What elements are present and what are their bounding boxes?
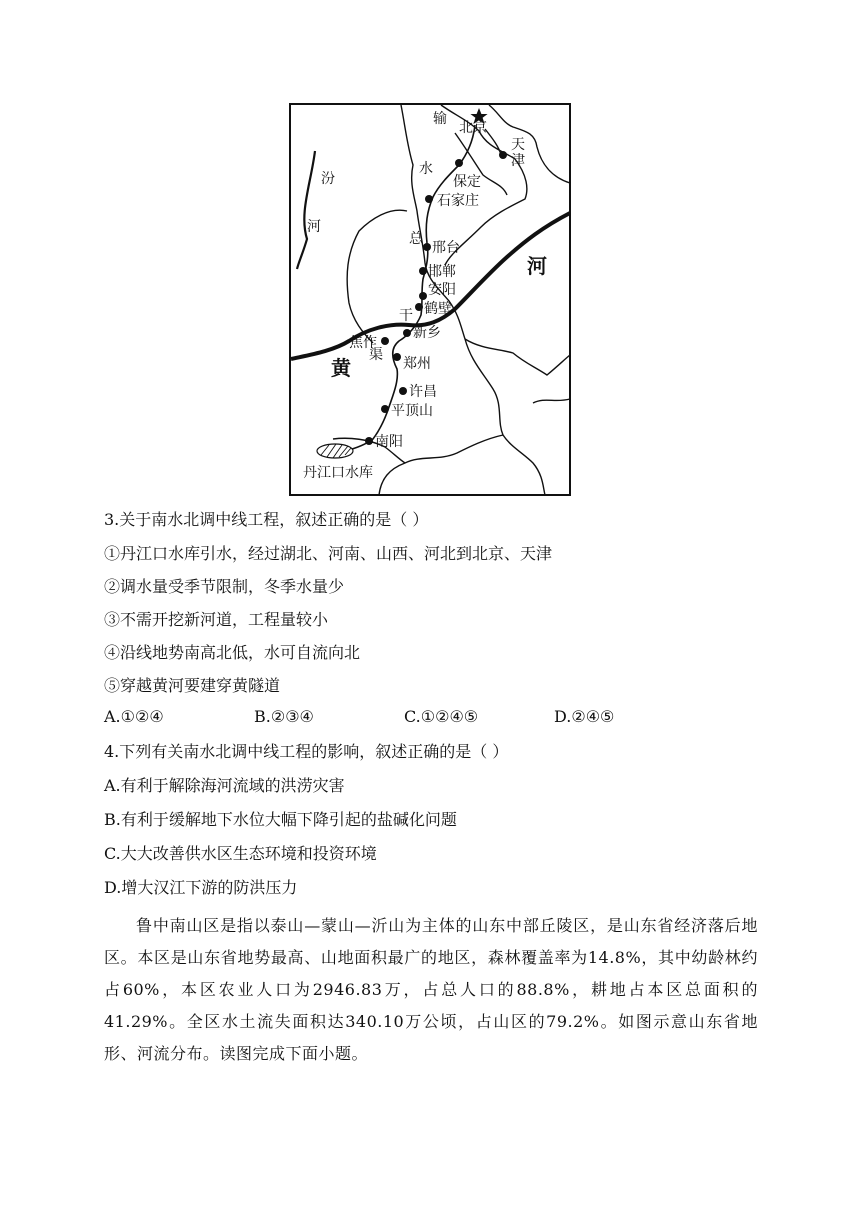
q3-options [104, 707, 744, 731]
canal-route-map [289, 103, 571, 496]
label-xuchang: 许昌 [409, 384, 437, 400]
handan-dot [419, 267, 427, 275]
label-hebi: 鹤壁 [424, 301, 452, 317]
map-svg [289, 103, 571, 496]
xingtai-dot [423, 243, 431, 251]
label-jiaozuo: 焦作 [349, 335, 377, 351]
q3-option-d: D.②④⑤ [554, 707, 615, 726]
shijiazhuang-dot [425, 195, 433, 203]
q3-option-a: A.①②④ [104, 707, 164, 726]
xuchang-dot [399, 387, 407, 395]
baoding-dot [455, 159, 463, 167]
label-xinxiang: 新乡 [413, 325, 441, 341]
q4-option-c: C.大大改善供水区生态环境和投资环境 [104, 844, 377, 863]
label-danjiangkou: 丹江口水库 [303, 465, 373, 481]
q3-item-2: ②调水量受季节限制，冬季水量少 [104, 577, 345, 596]
label-xingtai: 邢台 [432, 240, 460, 256]
anyang-dot [419, 292, 427, 300]
label-gan: 干 [399, 308, 413, 324]
label-shui: 水 [419, 161, 433, 177]
label-baoding: 保定 [453, 174, 481, 190]
label-shijiazhuang: 石家庄 [437, 193, 479, 209]
label-huang: 黄 [331, 356, 351, 380]
q4-option-b: B.有利于缓解地下水位大幅下降引起的盐碱化问题 [104, 810, 457, 829]
label-nanyang: 南阳 [375, 434, 403, 450]
label-fen-he: 河 [307, 219, 321, 235]
label-qu: 渠 [369, 347, 383, 363]
label-jin: 津 [511, 153, 525, 169]
passage-text: 鲁中南山区是指以泰山—蒙山—沂山为主体的山东中部丘陵区，是山东省经济落后地区。本区是山东省地势最高、山地面积最广的地区，森林覆盖率为14.8%，其中幼龄林约占60%，本区农业人口为2946.83万，占总人口的88.8%，耕地占本区总面积的41.29%。全区水土流失面积达340.10万公顷，占山区的79.2%。如图示意山东省地形、河流分布。读图完成下面小题。 [104, 916, 758, 1063]
pingdingshan-dot [381, 405, 389, 413]
nanyang-dot [365, 437, 373, 445]
q4-option-d: D.增大汉江下游的防洪压力 [104, 878, 298, 897]
zhengzhou-dot [393, 353, 401, 361]
q3-option-c: C.①②④⑤ [404, 707, 479, 726]
label-anyang: 安阳 [428, 282, 456, 298]
q3-option-b: B.②③④ [254, 707, 314, 726]
label-beijing: 北京 [459, 120, 487, 136]
q4-stem: 4.下列有关南水北调中线工程的影响，叙述正确的是（ ） [104, 742, 509, 761]
hebi-dot [415, 303, 423, 311]
jiaozuo-dot [381, 337, 389, 345]
label-shu: 输 [433, 111, 447, 127]
label-zong: 总 [409, 231, 423, 247]
tianjin-dot [499, 151, 507, 159]
q4-option-a: A.有利于解除海河流域的洪涝灾害 [104, 776, 345, 795]
q3-item-1: ①丹江口水库引水，经过湖北、河南、山西、河北到北京、天津 [104, 544, 553, 563]
xinxiang-dot [403, 329, 411, 337]
label-he: 河 [527, 254, 547, 278]
q3-stem: 3.关于南水北调中线工程，叙述正确的是（ ） [104, 510, 429, 529]
label-fen: 汾 [321, 171, 335, 187]
label-zhengzhou: 郑州 [403, 356, 431, 372]
q3-item-3: ③不需开挖新河道，工程量较小 [104, 610, 329, 629]
label-handan: 邯郸 [428, 264, 456, 280]
q3-item-5: ⑤穿越黄河要建穿黄隧道 [104, 676, 281, 695]
label-pingdingshan: 平顶山 [391, 403, 433, 419]
q3-item-4: ④沿线地势南高北低，水可自流向北 [104, 643, 361, 662]
label-tian: 天 [511, 137, 525, 153]
